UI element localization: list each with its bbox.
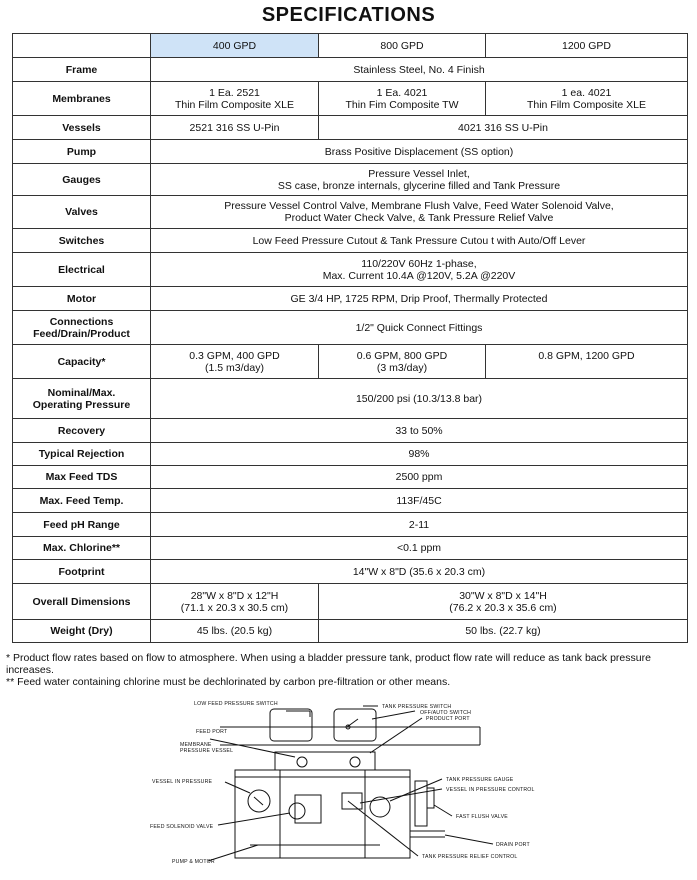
- low-feed-switch-housing: [270, 709, 312, 741]
- recovery-value: 33 to 50%: [151, 419, 688, 443]
- label-membrane: MEMBRANE: [180, 742, 212, 748]
- table-row: [13, 560, 688, 584]
- label-tank-pressure-relief-control: TANK PRESSURE RELIEF CONTROL: [422, 854, 518, 860]
- row-label: Weight (Dry): [13, 620, 151, 643]
- row-label: Max Feed TDS: [13, 466, 151, 489]
- vessels-800-1200: 4021 316 SS U-Pin: [319, 116, 688, 140]
- table-row: [13, 116, 688, 140]
- row-label: Pump: [13, 140, 151, 164]
- membranes-400: 1 Ea. 2521 Thin Film Composite XLE: [151, 82, 319, 116]
- row-label: Valves: [13, 196, 151, 229]
- header-cell-empty: [13, 34, 151, 58]
- chlorine-value: <0.1 ppm: [151, 537, 688, 560]
- table-row: [13, 489, 688, 513]
- row-label: Switches: [13, 229, 151, 253]
- table-header-row: [13, 34, 688, 58]
- row-label: Max. Chlorine**: [13, 537, 151, 560]
- table-row: [13, 287, 688, 311]
- row-label: Frame: [13, 58, 151, 82]
- label-vessel-in-pressure-control: VESSEL IN PRESSURE CONTROL: [446, 787, 535, 793]
- dimensions-400: 28"W x 8"D x 12"H (71.1 x 20.3 x 30.5 cm): [151, 584, 319, 620]
- table-row: [13, 164, 688, 196]
- label-feed-solenoid-valve: FEED SOLENOID VALVE: [150, 824, 214, 830]
- row-label: Feed pH Range: [13, 513, 151, 537]
- capacity-800: 0.6 GPM, 800 GPD (3 m3/day): [319, 345, 486, 379]
- label-drain-port: DRAIN PORT: [496, 842, 530, 848]
- row-label: Typical Rejection: [13, 443, 151, 466]
- row-label: Footprint: [13, 560, 151, 584]
- row-label: Capacity*: [13, 345, 151, 379]
- row-label: Connections Feed/Drain/Product: [13, 311, 151, 345]
- membranes-1200: 1 ea. 4021 Thin Film Composite XLE: [486, 82, 688, 116]
- row-label: Motor: [13, 287, 151, 311]
- row-label: Overall Dimensions: [13, 584, 151, 620]
- temp-value: 113F/45C: [151, 489, 688, 513]
- row-label: Recovery: [13, 419, 151, 443]
- weight-800-1200: 50 lbs. (22.7 kg): [319, 620, 688, 643]
- rejection-value: 98%: [151, 443, 688, 466]
- valves-value: Pressure Vessel Control Valve, Membrane Flush Valve, Feed Water Solenoid Valve, Product Water Check Valve, & Tank Pressure Relief Valve: [151, 196, 688, 229]
- electrical-value: 110/220V 60Hz 1-phase, Max. Current 10.4A @120V, 5.2A @220V: [151, 253, 688, 287]
- header-cell-1200-gpd: 1200 GPD: [486, 34, 688, 58]
- label-tank-pressure-switch: TANK PRESSURE SWITCH: [382, 704, 452, 710]
- footnote-chlorine: ** Feed water containing chlorine must be dechlorinated by carbon pre-filtration or other means.: [6, 676, 451, 688]
- pressure-value: 150/200 psi (10.3/13.8 bar): [151, 379, 688, 419]
- label-low-feed-pressure-switch: LOW FEED PRESSURE SWITCH: [194, 701, 278, 707]
- ph-value: 2-11: [151, 513, 688, 537]
- membranes-800: 1 Ea. 4021 Thin Fim Composite TW: [319, 82, 486, 116]
- table-row: [13, 253, 688, 287]
- table-row: [13, 311, 688, 345]
- table-row: [13, 58, 688, 82]
- label-feed-port: FEED PORT: [196, 729, 228, 735]
- unit-layout-diagram: [150, 695, 540, 877]
- feed-solenoid-icon: [289, 803, 305, 819]
- label-pump-motor: PUMP & MOTOR: [172, 859, 215, 865]
- tank-switch-housing: [334, 709, 376, 741]
- capacity-400: 0.3 GPM, 400 GPD (1.5 m3/day): [151, 345, 319, 379]
- table-row: [13, 620, 688, 643]
- label-pressure-vessel: PRESSURE VESSEL: [180, 748, 234, 754]
- table-row: [13, 229, 688, 253]
- table-row: [13, 196, 688, 229]
- row-label: Gauges: [13, 164, 151, 196]
- table-row: [13, 466, 688, 489]
- specifications-table: [12, 33, 688, 643]
- table-row: [13, 584, 688, 620]
- label-off-auto-switch: OFF/AUTO SWITCH: [420, 710, 472, 716]
- vessels-400: 2521 316 SS U-Pin: [151, 116, 319, 140]
- footprint-value: 14"W x 8"D (35.6 x 20.3 cm): [151, 560, 688, 584]
- connections-value: 1/2" Quick Connect Fittings: [151, 311, 688, 345]
- dimensions-800-1200: 30"W x 8"D x 14"H (76.2 x 20.3 x 35.6 cm): [319, 584, 688, 620]
- table-row: [13, 82, 688, 116]
- gauges-value: Pressure Vessel Inlet, SS case, bronze internals, glycerine filled and Tank Pressure: [151, 164, 688, 196]
- table-row: [13, 419, 688, 443]
- tds-value: 2500 ppm: [151, 466, 688, 489]
- capacity-1200: 0.8 GPM, 1200 GPD: [486, 345, 688, 379]
- footnote-flow-rate: * Product flow rates based on flow to atmosphere. When using a bladder pressure tank, product flow rate will reduce as tank back pressure increases.: [6, 652, 651, 676]
- row-label: Membranes: [13, 82, 151, 116]
- footnotes: [6, 652, 694, 688]
- row-label: Max. Feed Temp.: [13, 489, 151, 513]
- row-label: Vessels: [13, 116, 151, 140]
- table-row: [13, 140, 688, 164]
- table-row: [13, 443, 688, 466]
- frame-value: Stainless Steel, No. 4 Finish: [151, 58, 688, 82]
- weight-400: 45 lbs. (20.5 kg): [151, 620, 319, 643]
- motor-value: GE 3/4 HP, 1725 RPM, Drip Proof, Thermally Protected: [151, 287, 688, 311]
- header-cell-400-gpd: 400 GPD: [151, 34, 319, 58]
- header-cell-800-gpd: 800 GPD: [319, 34, 486, 58]
- label-tank-pressure-gauge: TANK PRESSURE GAUGE: [446, 777, 514, 783]
- page-title: SPECIFICATIONS: [261, 4, 436, 26]
- table-row: [13, 537, 688, 560]
- table-row: [13, 379, 688, 419]
- label-product-port: PRODUCT PORT: [426, 716, 470, 722]
- row-label: Electrical: [13, 253, 151, 287]
- pump-value: Brass Positive Displacement (SS option): [151, 140, 688, 164]
- switches-value: Low Feed Pressure Cutout & Tank Pressure Cutou t with Auto/Off Lever: [151, 229, 688, 253]
- label-fast-flush-valve: FAST FLUSH VALVE: [456, 814, 508, 820]
- table-row: [13, 513, 688, 537]
- row-label: Nominal/Max. Operating Pressure: [13, 379, 151, 419]
- table-row: [13, 345, 688, 379]
- label-vessel-in-pressure: VESSEL IN PRESSURE: [152, 779, 213, 785]
